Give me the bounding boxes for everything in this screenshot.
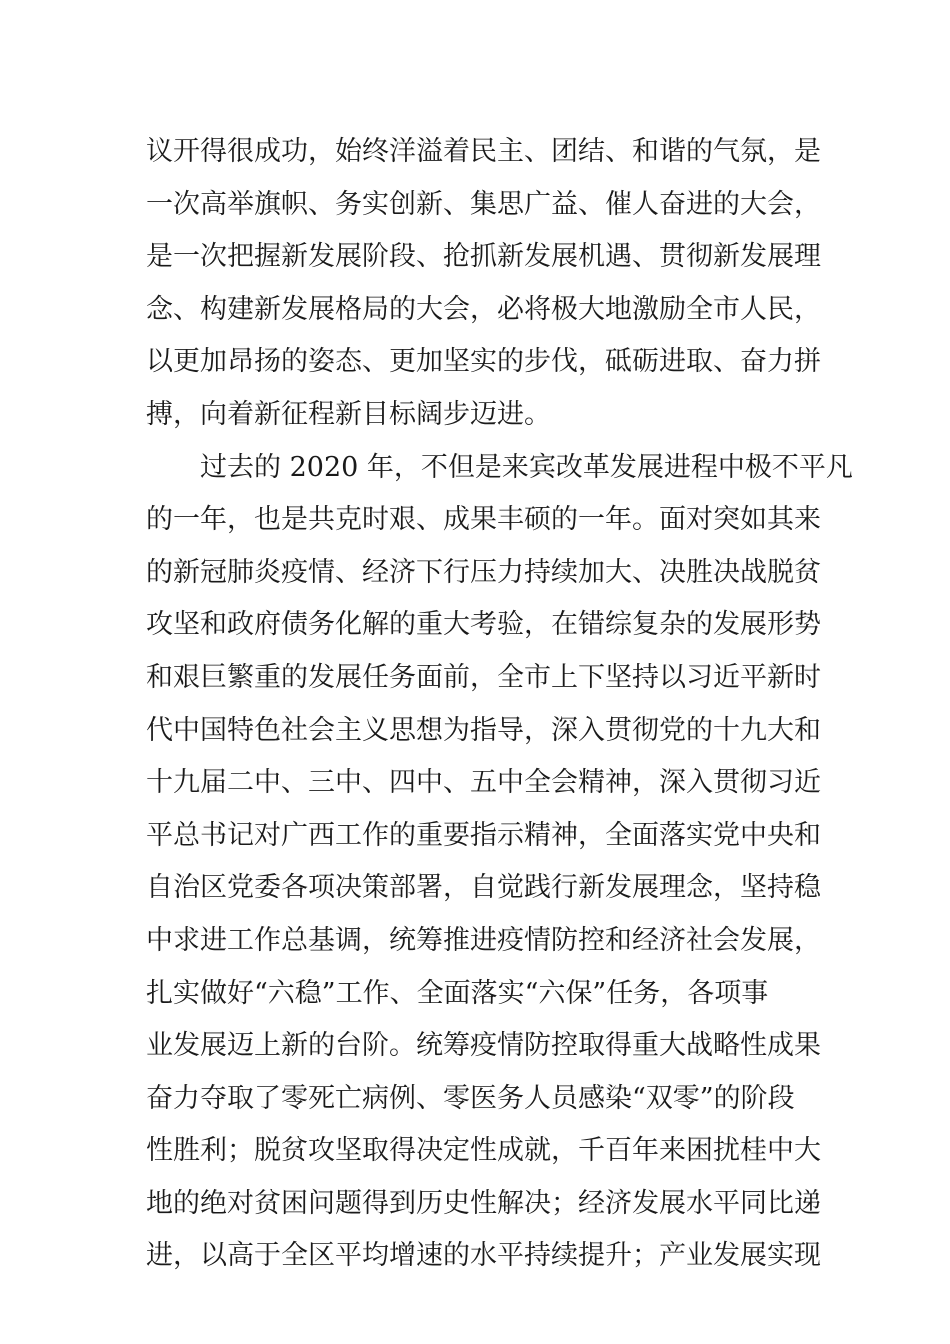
text-line: 平总书记对广西工作的重要指示精神，全面落实党中央和 [146,819,821,851]
text-line: 是一次把握新发展阶段、抢抓新发展机遇、贯彻新发展理 [146,241,821,273]
text-line: 中求进工作总基调，统筹推进疫情防控和经济社会发展， [146,924,821,956]
text-line: 以更加昂扬的姿态、更加坚实的步伐，砥砺进取、奋力拼 [146,346,821,378]
body-text [146,126,853,1283]
text-line: 议开得很成功，始终洋溢着民主、团结、和谐的气氛，是 [146,136,821,167]
text-line: 攻坚和政府债务化解的重大考验，在错综复杂的发展形势 [146,609,821,641]
text-line: 自治区党委各项决策部署，自觉践行新发展理念，坚持稳 [146,872,821,904]
text-line: 的新冠肺炎疫情、经济下行压力持续加大、决胜决战脱贫 [146,556,821,588]
text-line: 奋力夺取了零死亡病例、零医务人员感染“双零”的阶段 [146,1082,795,1114]
text-line: 地的绝对贫困问题得到历史性解决；经济发展水平同比递 [146,1187,821,1219]
text-line: 性胜利；脱贫攻坚取得决定性成就，千百年来困扰桂中大 [146,1135,821,1167]
text-line: 业发展迈上新的台阶。统筹疫情防控取得重大战略性成果 [146,1030,821,1062]
text-line: 的一年，也是共克时艰、成果丰硕的一年。面对突如其来 [146,504,821,536]
text-line: 十九届二中、三中、四中、五中全会精神，深入贯彻习近 [146,767,821,799]
text-line: 念、构建新发展格局的大会，必将极大地激励全市人民， [146,293,821,325]
paragraph-first-line: 过去的 2020 年，不但是来宾改革发展进程中极不平凡 [200,451,853,483]
text-line: 一次高举旗帜、务实创新、集思广益、催人奋进的大会， [146,188,821,220]
text-line: 进，以高于全区平均增速的水平持续提升；产业发展实现 [146,1240,821,1272]
text-line: 扎实做好“六稳”工作、全面落实“六保”任务，各项事 [146,977,769,1009]
text-line: 和艰巨繁重的发展任务面前，全市上下坚持以习近平新时 [146,661,821,693]
text-line: 代中国特色社会主义思想为指导，深入贯彻党的十九大和 [146,714,821,746]
text-line: 搏，向着新征程新目标阔步迈进。 [146,398,551,430]
